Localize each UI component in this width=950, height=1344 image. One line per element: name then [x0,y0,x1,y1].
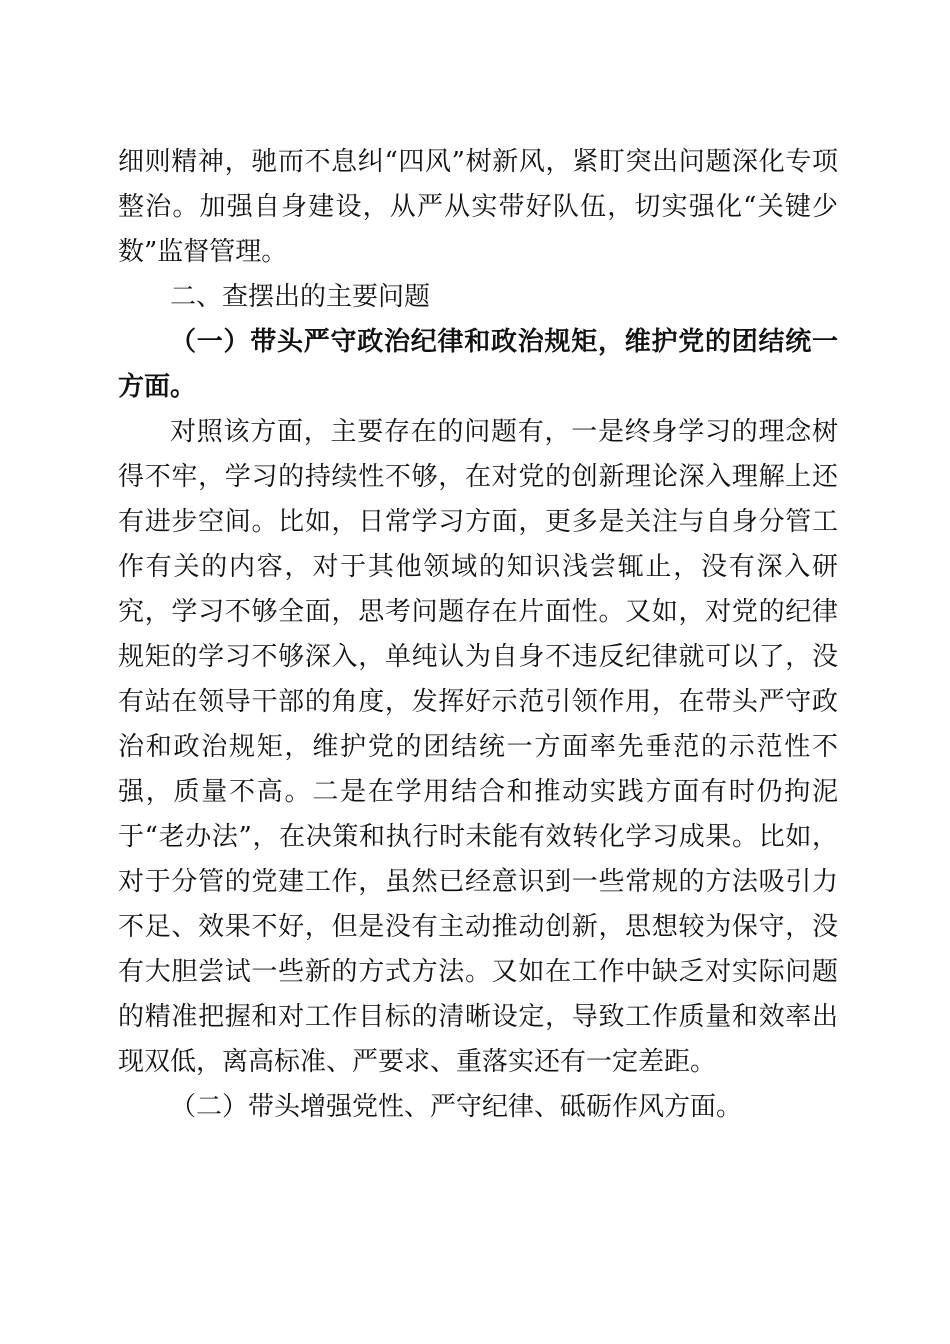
section-two-heading: 二、查摆出的主要问题 [170,282,431,312]
intro-continuation-paragraph: 细则精神，驰而不息纠“四风”树新风，紧盯突出问题深化专项整治。加强自身建设，从严从实带好队伍，切实强化“关键少数”监督管理。 [118,147,838,267]
document-body [118,140,838,1130]
subsection-one-body-paragraph: 对照该方面，主要存在的问题有，一是终身学习的理念树得不牢，学习的持续性不够，在对党的创新理论深入理解上还有进步空间。比如，日常学习方面，更多是关注与自身分管工作有关的内容，对于其他领域的知识浅尝辄止，没有深入研究，学习不够全面，思考问题存在片面性。又如，对党的纪律规矩的学习不够深入，单纯认为自身不违反纪律就可以了，没有站在领导干部的角度，发挥好示范引领作用，在带头严守政治和政治规矩，维护党的团结统一方面率先垂范的示范性不强，质量不高。二是在学用结合和推动实践方面有时仍拘泥于“老办法”，在决策和执行时未能有效转化学习成果。比如，对于分管的党建工作，虽然已经意识到一些常规的方法吸引力不足、效果不好，但是没有主动推动创新，思想较为保守，没有大胆尝试一些新的方式方法。又如在工作中缺乏对实际问题的精准把握和对工作目标的清晰设定，导致工作质量和效率出现双低，离高标准、严要求、重落实还有一定差距。 [118,417,838,1077]
subsection-one-heading: （一）带头严守政治纪律和政治规矩，维护党的团结统一方面。 [118,327,838,402]
subsection-two-heading: （二）带头增强党性、严守纪律、砥砺作风方面。 [170,1092,743,1122]
